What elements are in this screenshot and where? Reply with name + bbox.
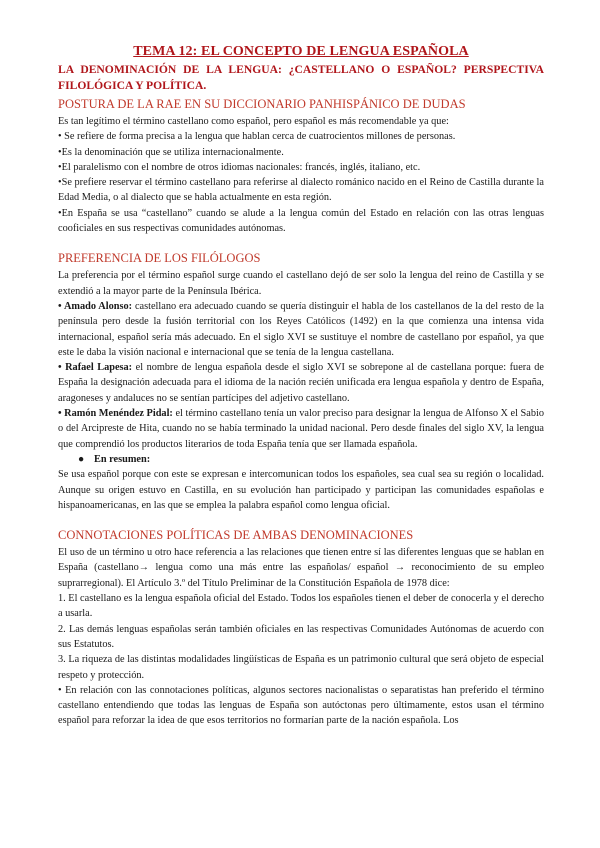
list-item: • En relación con las connotaciones políticas, algunos sectores nacionalistas o separatistas han preferido el término castellano entendiendo que todas las lenguas de España son autóctonas pero últimamente, estos usan el término español para reforzar la idea de que esos territorios no formarían parte de la nación española. Los <box>58 684 544 727</box>
list-item: 1. El castellano es la lengua española oficial del Estado. Todos los españoles tienen el deber de conocerla y el derecho a usarla. <box>58 593 544 620</box>
bullet-icon: ● <box>78 453 85 465</box>
summary-text: Se usa español porque con este se expresan e intercomunican todos los españoles, sea cual sea su región o localidad. Aunque su origen estuvo en Castilla, en su evolución han participado y participan las comunidades españolas e hispanoamericanas, en las que se emplea la palabra español como lengua oficial. <box>58 469 544 511</box>
paragraph: Es tan legítimo el término castellano como español, pero español es más recomendable ya que: <box>58 116 449 127</box>
list-item: 2. Las demás lenguas españolas serán también oficiales en las respectivas Comunidades Autónomas de acuerdo con sus Estatutos. <box>58 623 544 650</box>
author-text: el término castellano tenía un valor preciso para designar la lengua de Alfonso X el Sabio o del Arcipreste de Hita, cuando no se había terminado la unidad nacional. Pero desde finales del siglo XV, la lengua que comprendió los productos literarios de toda España tenía que ser llamada española. <box>58 408 545 450</box>
summary-label-line <box>58 452 544 467</box>
document-title: TEMA 12: EL CONCEPTO DE LENGUA ESPAÑOLA <box>133 44 469 59</box>
list-item: • Se refiere de forma precisa a la lengua que hablan cerca de cuatrocientos millones de personas. <box>58 131 456 143</box>
author-entry <box>58 360 544 406</box>
author-name: • Amado Alonso: <box>58 300 133 312</box>
paragraph: El uso de un término u otro hace referencia a las relaciones que tienen entre sí las diferentes lenguas que se hablan en España (castellano→ lengua como una más entre las españolas/ español → reconocimiento de su empleo suprarregional). El Artículo 3.º del Título Preliminar de la Constitución Española de 1978 dice: <box>58 547 544 589</box>
summary-label: En resumen: <box>94 453 151 465</box>
section-heading-filologos: PREFERENCIA DE LOS FILÓLOGOS <box>58 251 261 266</box>
author-entry <box>58 299 544 360</box>
author-entry <box>58 406 544 452</box>
list-item: 3. La riqueza de las distintas modalidades lingüísticas de España es un patrimonio cultural que será objeto de especial respeto y protección. <box>58 654 544 681</box>
author-text: el nombre de lengua española desde el siglo XVI se sobrepone al de castellana porque: fuera de España la designación adecuada para el idioma de la nación recién unificada era lengua española y dentro de España, aragoneses y andaluces no se sentían partícipes del adjetivo castellano. <box>58 362 544 404</box>
section-heading-connotaciones: CONNOTACIONES POLÍTICAS DE AMBAS DENOMINACIONES <box>58 528 414 543</box>
author-name: • Rafael Lapesa: <box>58 362 133 374</box>
author-name: • Ramón Menéndez Pidal: <box>58 408 173 420</box>
author-text: castellano era adecuado cuando se quería distinguir el habla de los castellanos de la del resto de la península pero desde la fusión territorial con los Reyes Católicos (1492) en la que comienza una intensa vida internacional, español sería más adecuado. En el siglo XVI se sustituye el nombre de castellano por español, ya que este le daba la visión nacional e internacional que se tenía de la lengua castellana. <box>58 300 544 358</box>
list-item: •El paralelismo con el nombre de otros idiomas nacionales: francés, inglés, italiano, etc. <box>58 161 421 173</box>
list-item: •Es la denominación que se utiliza internacionalmente. <box>58 146 284 158</box>
document-subtitle: LA DENOMINACIÓN DE LA LENGUA: ¿CASTELLANO O ESPAÑOL? PERSPECTIVA FILOLÓGICA Y POLÍTICA. <box>58 63 544 92</box>
section-heading-rae: POSTURA DE LA RAE EN SU DICCIONARIO PANHISPÁNICO DE DUDAS <box>58 97 466 111</box>
list-item: •En España se usa “castellano” cuando se alude a la lengua común del Estado en relación con las otras lenguas cooficiales en sus respectivas comunidades autónomas. <box>58 207 544 235</box>
list-item: •Se prefiere reservar el término castellano para referirse al dialecto románico nacido en el Reino de Castilla durante la Edad Media, o al dialecto que se habla actualmente en esta región. <box>58 177 544 204</box>
paragraph: La preferencia por el término español surge cuando el castellano dejó de ser solo la lengua del reino de Castilla y se extendió a la mayor parte de la Península Ibérica. <box>58 270 544 297</box>
